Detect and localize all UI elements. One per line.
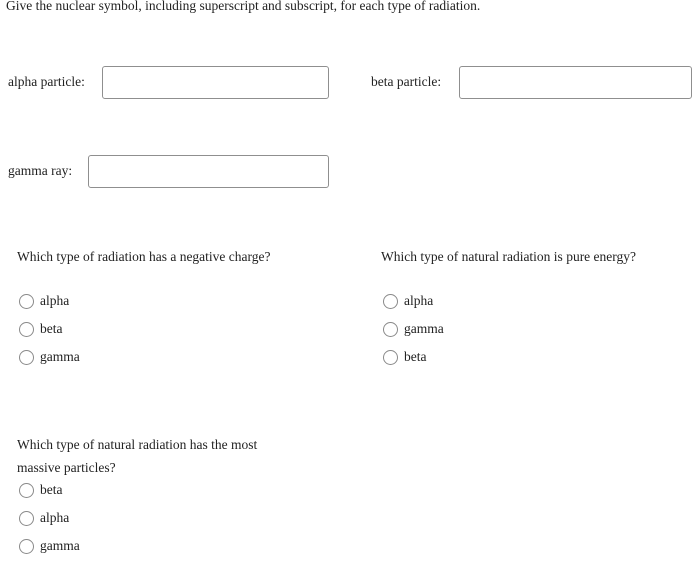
radio-button[interactable]	[19, 294, 34, 309]
option-label: beta	[404, 349, 427, 364]
beta-particle-input[interactable]	[459, 66, 692, 99]
radio-button[interactable]	[383, 294, 398, 309]
option-label: alpha	[40, 293, 70, 308]
radio-button[interactable]	[19, 483, 34, 498]
radio-option[interactable]	[19, 507, 80, 529]
option-label: alpha	[404, 293, 434, 308]
question-negative-charge-options	[19, 290, 80, 368]
gamma-ray-input[interactable]	[88, 155, 329, 188]
radio-option[interactable]	[383, 318, 444, 340]
question-most-massive-options	[19, 479, 80, 557]
option-label: beta	[40, 482, 63, 497]
beta-particle-label: beta particle:	[371, 74, 442, 89]
radio-option[interactable]	[19, 290, 80, 312]
radio-button[interactable]	[383, 322, 398, 337]
option-label: gamma	[40, 349, 80, 364]
radio-option[interactable]	[383, 346, 444, 368]
radio-button[interactable]	[19, 350, 34, 365]
radio-option[interactable]	[19, 318, 80, 340]
radio-button[interactable]	[383, 350, 398, 365]
radio-option[interactable]	[19, 479, 80, 501]
option-label: beta	[40, 321, 63, 336]
question-most-massive: Which type of natural radiation has the most massive particles?	[17, 437, 258, 475]
question-pure-energy: Which type of natural radiation is pure energy?	[381, 249, 637, 264]
option-label: gamma	[40, 538, 80, 553]
radio-button[interactable]	[19, 511, 34, 526]
radio-button[interactable]	[19, 539, 34, 554]
question-negative-charge: Which type of radiation has a negative charge?	[17, 249, 271, 264]
instructions: Give the nuclear symbol, including superscript and subscript, for each type of radiation.	[6, 0, 481, 13]
radio-button[interactable]	[19, 322, 34, 337]
radio-option[interactable]	[19, 346, 80, 368]
gamma-ray-label: gamma ray:	[8, 163, 73, 178]
radio-option[interactable]	[19, 535, 80, 557]
option-label: alpha	[40, 510, 70, 525]
question-pure-energy-options	[383, 290, 444, 368]
alpha-particle-input[interactable]	[102, 66, 329, 99]
alpha-particle-label: alpha particle:	[8, 74, 85, 89]
radio-option[interactable]	[383, 290, 444, 312]
option-label: gamma	[404, 321, 444, 336]
